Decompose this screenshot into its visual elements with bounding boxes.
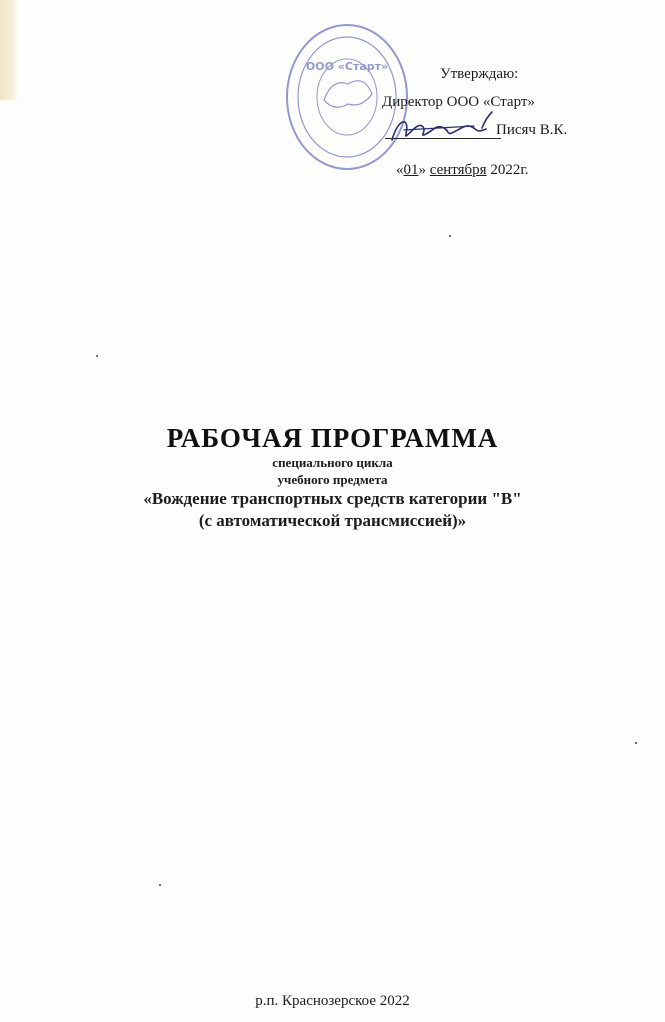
subtitle-cycle: специального цикла (272, 455, 393, 470)
approval-date (396, 162, 529, 179)
subtitle-subject-type: учебного предмета (277, 472, 388, 487)
scan-speck (159, 884, 161, 886)
signer-name: Писяч В.К. (496, 122, 568, 138)
signature-line (385, 122, 501, 139)
scan-speck (635, 742, 637, 744)
footer-place-year: р.п. Краснозерское 2022 (255, 993, 410, 1009)
approve-label: Утверждаю: (440, 66, 519, 82)
date-year: 2022г. (490, 162, 529, 178)
svg-text:ООО «Старт»: ООО «Старт» (305, 60, 389, 73)
subject-name-line2: (с автоматической трансмиссией)» (198, 511, 467, 530)
date-close-quote: » (418, 162, 426, 178)
scan-speck (449, 235, 451, 237)
scan-speck (96, 355, 98, 357)
document-title: РАБОЧАЯ ПРОГРАММА (166, 423, 499, 453)
scan-edge-strip (0, 0, 18, 100)
subject-name-line1: «Вождение транспортных средств категории "В" (143, 489, 522, 508)
date-day: 01 (403, 162, 419, 178)
director-title: Директор ООО «Старт» (382, 94, 535, 110)
date-open-quote: « (396, 162, 404, 178)
date-month: сентября (429, 162, 487, 178)
title-block (0, 422, 665, 532)
